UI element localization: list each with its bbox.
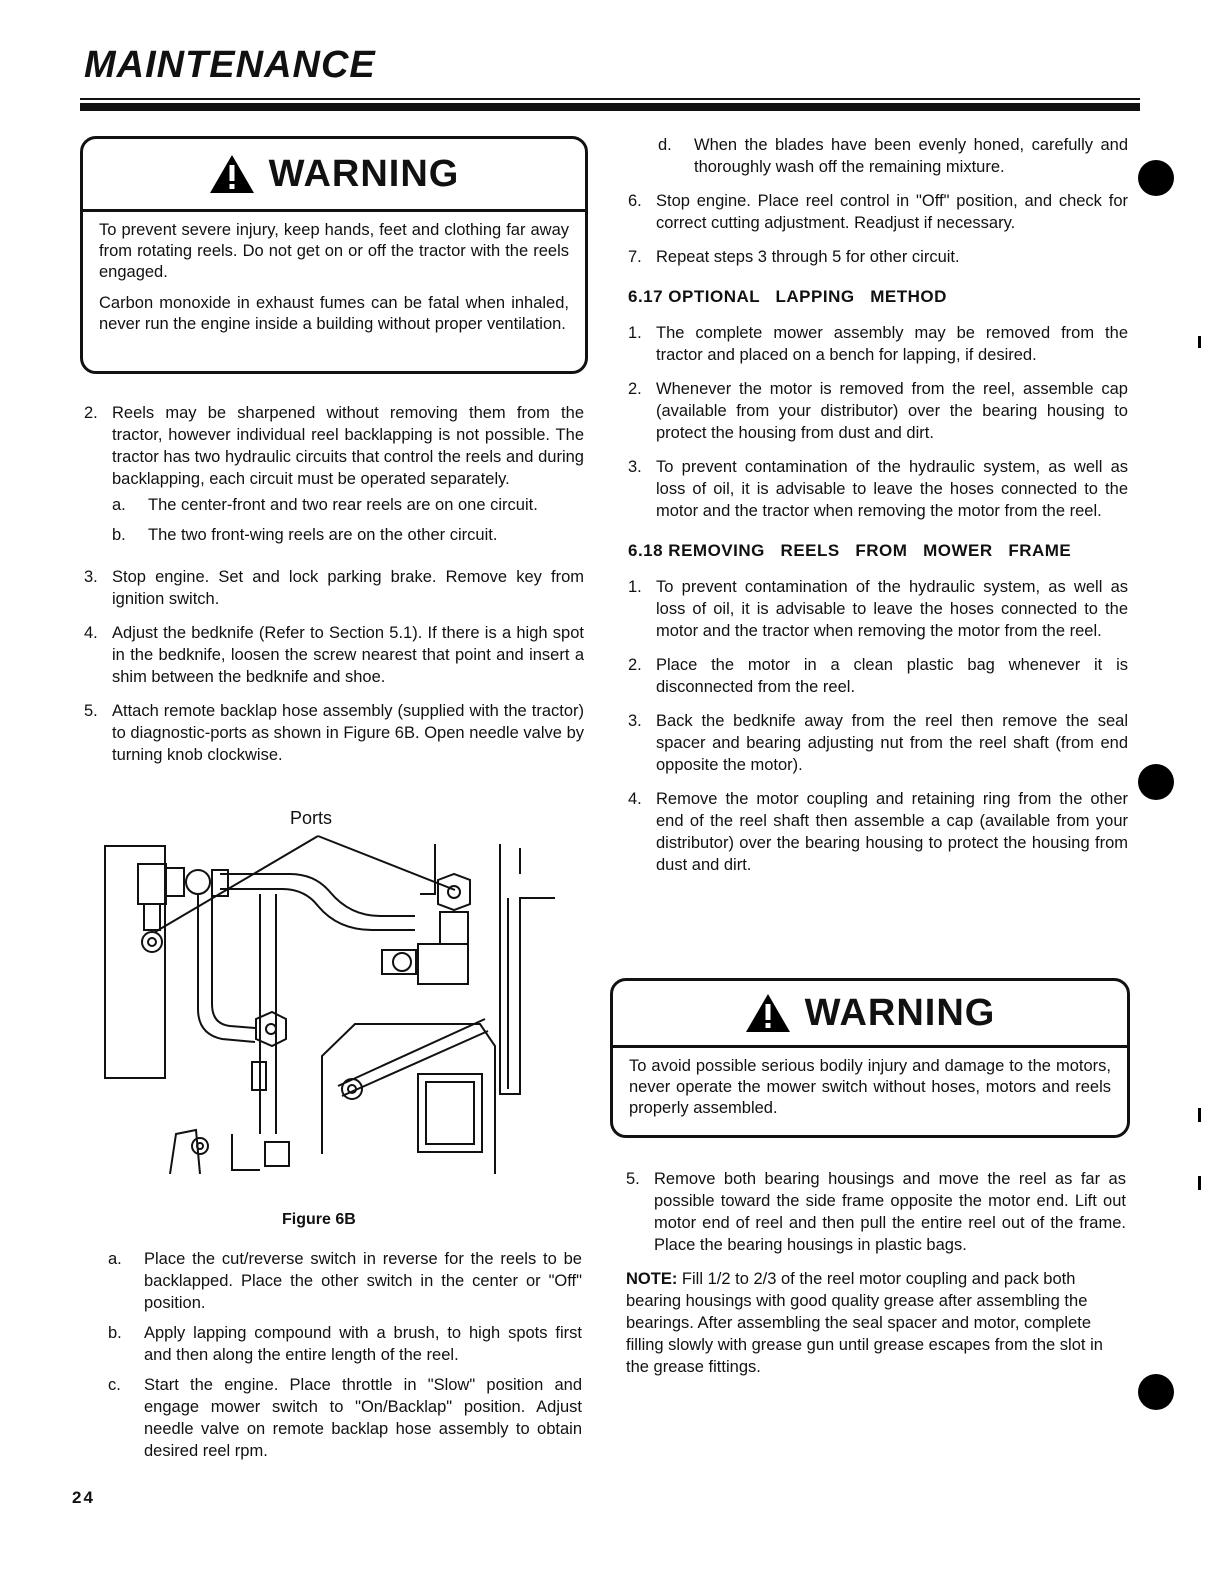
sub-item-label: a.: [108, 1250, 122, 1268]
warning-title: WARNING: [804, 991, 996, 1034]
list-item: [628, 246, 1128, 268]
list-item: [84, 566, 584, 610]
note-label: NOTE:: [626, 1270, 678, 1288]
margin-dot: [1138, 160, 1174, 196]
warning-body: [613, 1048, 1127, 1129]
sub-item-text: The two front-wing reels are on the other circuit.: [148, 526, 498, 544]
item-text: Repeat steps 3 through 5 for other circuit.: [656, 248, 960, 266]
list-item: [84, 622, 584, 688]
sub-item-label: b.: [108, 1324, 122, 1342]
list-item: [628, 378, 1128, 444]
sub-item: [108, 1374, 582, 1462]
item-text: Reels may be sharpened without removing them from the tractor, however individual reel backlapping is not possible. The tractor has two hydraulic circuits that control the reels and during backlapping, each circuit must be operated separately.: [112, 404, 584, 488]
sub-item-label: d.: [658, 136, 672, 154]
section-heading-6-18: 6.18 REMOVING REELS FROM MOWER FRAME: [628, 541, 1072, 560]
list-item: [628, 322, 1128, 366]
item-number: 6.: [628, 192, 642, 210]
item-number: 5.: [626, 1170, 640, 1188]
item-number: 4.: [84, 624, 98, 642]
list-item: [626, 1168, 1126, 1256]
item-number: 3.: [84, 568, 98, 586]
warning-triangle-icon: [209, 154, 255, 194]
warning-header: [613, 981, 1127, 1048]
item-number: 7.: [628, 248, 642, 266]
sub-item: [108, 1248, 582, 1314]
item-number: 4.: [628, 790, 642, 808]
item-number: 1.: [628, 324, 642, 342]
right-column: [628, 134, 1128, 888]
note-paragraph: [626, 1268, 1126, 1378]
sub-item: [108, 1322, 582, 1366]
margin-dot: [1138, 764, 1174, 800]
right-column-bottom: [626, 1168, 1126, 1378]
section-heading-6-17: 6.17 OPTIONAL LAPPING METHOD: [628, 287, 947, 306]
left-column-substeps: [108, 1248, 582, 1470]
item-number: 2.: [628, 380, 642, 398]
list-item: [84, 700, 584, 766]
sub-item-text: Place the cut/reverse switch in reverse for the reels to be backlapped. Place the other switch in the center or "Off" position.: [144, 1250, 582, 1312]
item-text: Attach remote backlap hose assembly (supplied with the tractor) to diagnostic-ports as shown in Figure 6B. Open needle valve by turning knob clockwise.: [112, 702, 584, 764]
item-text: To prevent contamination of the hydraulic system, as well as loss of oil, it is advisable to leave the hoses connected to the motor and the tractor when removing the motor from the reel.: [656, 458, 1128, 520]
sub-item-text: Start the engine. Place throttle in "Slow" position and engage mower switch to "On/Backlap" position. Adjust needle valve on remote backlap hose assembly to obtain desired reel rpm.: [144, 1376, 582, 1460]
header-rule-thin: [80, 98, 1140, 100]
margin-mark: [1198, 1108, 1201, 1122]
item-text: Remove both bearing housings and move the reel as far as possible toward the side frame opposite the motor end. Lift out motor end of reel and then pull the entire reel out of the frame. Place the bearing housings in plastic bags.: [654, 1170, 1126, 1254]
item-text: Place the motor in a clean plastic bag whenever it is disconnected from the reel.: [656, 656, 1128, 696]
page-number: 24: [72, 1488, 95, 1507]
figure-6b-diagram: [100, 834, 570, 1174]
ports-label: Ports: [290, 808, 333, 828]
item-number: 3.: [628, 458, 642, 476]
item-text: Back the bedknife away from the reel then remove the seal spacer and bearing adjusting nut from the reel shaft (from end opposite the motor).: [656, 712, 1128, 774]
header-rule-thick: [80, 103, 1140, 111]
sub-item: [112, 524, 584, 546]
sub-item-label: a.: [112, 496, 126, 514]
sub-item-text: Apply lapping compound with a brush, to high spots first and then along the entire length of the reel.: [144, 1324, 582, 1364]
sub-item: [112, 494, 584, 516]
item-text: Stop engine. Set and lock parking brake. Remove key from ignition switch.: [112, 568, 584, 608]
figure-caption: Figure 6B: [282, 1211, 356, 1228]
item-number: 5.: [84, 702, 98, 720]
list-item: [628, 788, 1128, 876]
warning-title: WARNING: [268, 152, 460, 195]
item-number: 3.: [628, 712, 642, 730]
sub-item: [658, 134, 1128, 178]
margin-dot: [1138, 1374, 1174, 1410]
warning-paragraph: To prevent severe injury, keep hands, feet and clothing far away from rotating reels. Do not get on or off the tractor with the reels engaged.: [99, 221, 569, 281]
item-text: Adjust the bedknife (Refer to Section 5.1). If there is a high spot in the bedknife, loosen the screw nearest that point and insert a shim between the bedknife and shoe.: [112, 624, 584, 686]
list-item: [628, 654, 1128, 698]
sub-item-label: b.: [112, 526, 126, 544]
warning-header: [83, 139, 585, 212]
item-text: To prevent contamination of the hydraulic system, as well as loss of oil, it is advisable to leave the hoses connected to the motor and the tractor when removing the motor from the reel.: [656, 578, 1128, 640]
list-item: [628, 710, 1128, 776]
list-item: [84, 402, 584, 554]
warning-body: [83, 212, 585, 345]
warning-triangle-icon: [745, 993, 791, 1033]
warning-box-2: [610, 978, 1130, 1138]
item-text: Whenever the motor is removed from the reel, assemble cap (available from your distributor) over the bearing housing to protect the housing from dust and dirt.: [656, 380, 1128, 442]
warning-box-1: [80, 136, 588, 374]
note-text: Fill 1/2 to 2/3 of the reel motor coupling and pack both bearing housings with good quality grease after assembling the bearings. After assembling the seal spacer and motor, complete filling slowly with grease gun until grease escapes from the slot in the grease fittings.: [626, 1270, 1103, 1376]
margin-mark: [1198, 1176, 1201, 1190]
list-item: [628, 190, 1128, 234]
warning-paragraph: To avoid possible serious bodily injury and damage to the motors, never operate the mower switch without hoses, motors and reels properly assembled.: [629, 1057, 1111, 1117]
item-text: Remove the motor coupling and retaining ring from the other end of the reel shaft then assemble a cap (available from your distributor) over the bearing housing to protect the housing from dust and dirt.: [656, 790, 1128, 874]
left-column-steps: [84, 402, 584, 778]
margin-mark: [1198, 336, 1201, 348]
item-number: 2.: [84, 404, 98, 422]
page-title: MAINTENANCE: [84, 44, 376, 86]
warning-paragraph: Carbon monoxide in exhaust fumes can be fatal when inhaled, never run the engine inside a building without proper ventilation.: [99, 294, 569, 333]
sub-item-text: When the blades have been evenly honed, carefully and thoroughly wash off the remaining mixture.: [694, 136, 1128, 176]
item-number: 2.: [628, 656, 642, 674]
sub-item-text: The center-front and two rear reels are on one circuit.: [148, 496, 538, 514]
list-item: [628, 456, 1128, 522]
item-text: The complete mower assembly may be removed from the tractor and placed on a bench for lapping, if desired.: [656, 324, 1128, 364]
item-number: 1.: [628, 578, 642, 596]
item-text: Stop engine. Place reel control in "Off" position, and check for correct cutting adjustment. Readjust if necessary.: [656, 192, 1128, 232]
list-item: [628, 576, 1128, 642]
sub-item-label: c.: [108, 1376, 121, 1394]
